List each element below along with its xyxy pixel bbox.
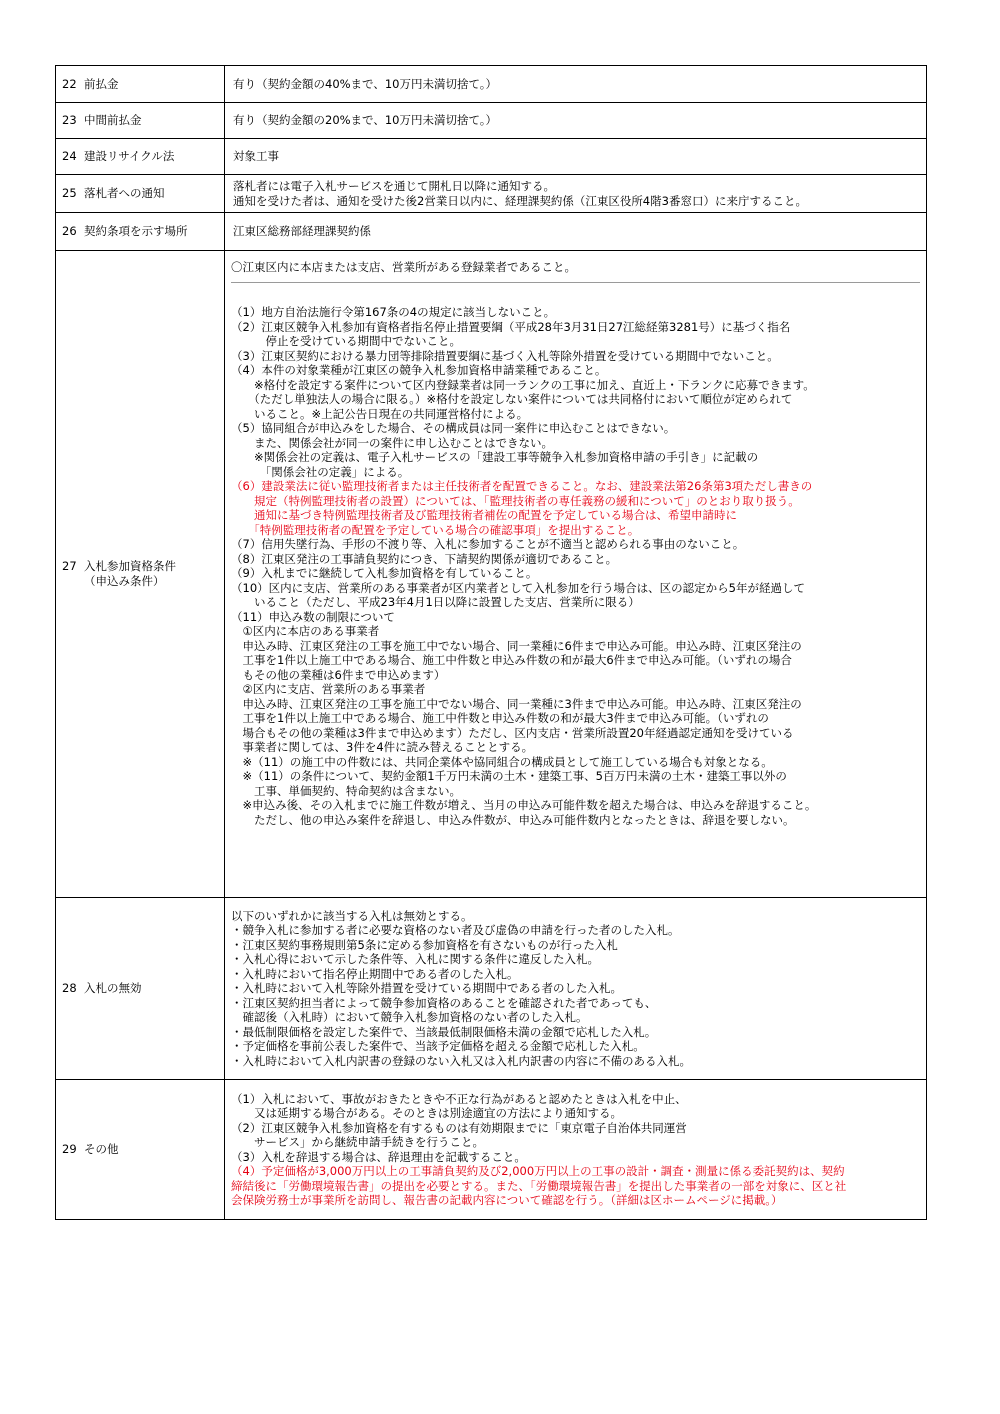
text-line: 「特例監理技術者の配置を予定している場合の確認事項」を提出すること。	[231, 522, 640, 537]
text-line: サービス」から継続申請手続きを行うこと。	[231, 1135, 484, 1149]
text-line: （9）入札までに継続して入札参加資格を有していること。	[231, 566, 538, 580]
text-line: 事業者に関しては、3件を4件に読み替えることとする。	[231, 740, 534, 754]
text-line: 確認後（入札時）において競争入札参加資格のない者のした入札。	[231, 1010, 588, 1025]
text-line: ・入札時において入札内訳書の登録のない入札又は入札内訳書の内容に不備のある入札。	[231, 1053, 691, 1068]
row-value	[225, 1080, 927, 1220]
text-line: （ただし単独法人の場合に限る。）※格付を設定しない案件については共同格付において順位が定められて	[231, 392, 793, 406]
row-label: 28 入札の無効	[56, 898, 225, 1080]
text-line: ※申込み後、その入札までに施工件数が増え、当月の申込み可能件数を超えた場合は、申込みを辞退すること。	[231, 798, 817, 812]
text-line: （7）信用失墜行為、手形の不渡り等、入札に参加することが不適当と認められる事由のないこと。	[231, 537, 745, 551]
text-line: （3）江東区契約における暴力団等排除措置要綱に基づく入札等除外措置を受けている期間中でないこと。	[231, 348, 779, 363]
text-line: ①区内に本店のある事業者	[231, 624, 380, 638]
row-label: 26 契約条項を示す場所	[56, 213, 225, 251]
text-line: ・入札時において指名停止期間中である者のした入札。	[231, 966, 519, 981]
text-line: 又は延期する場合がある。そのときは別途適宜の方法により通知する。	[231, 1106, 622, 1120]
row-label: 29 その他	[56, 1080, 225, 1220]
text-line: いること（ただし、平成23年4月1日以降に設置した支店、営業所に限る）	[231, 595, 640, 609]
table-row	[56, 139, 927, 175]
text-line: いること。※上記公告日現在の共同運営格付による。	[231, 406, 529, 421]
row-value	[225, 251, 927, 898]
table-row	[56, 103, 927, 139]
text-line: 工事、単価契約、特命契約は含まない。	[231, 783, 461, 798]
text-line: （1）地方自治法施行令第167条の4の規定に該当しないこと。	[231, 305, 556, 319]
text-line: ②区内に支店、営業所のある事業者	[231, 682, 426, 696]
row-value: 有り（契約金額の40%まで、10万円未満切捨て。）	[225, 66, 927, 103]
text-line: 場合もその他の業種は3件まで申込めます）ただし、区内支店・営業所設置20年経過認定通知を受けている	[231, 725, 794, 740]
text-line: ※（11）の条件について、契約金額1千万円未満の土木・建築工事、5百万円未満の土木・建築工事以外の	[231, 769, 787, 783]
text-line: ・競争入札に参加する者に必要な資格のない者及び虚偽の申請を行った者のした入札。	[231, 923, 680, 938]
document-table	[55, 65, 927, 1220]
text-line: （2）江東区競争入札参加資格を有するものは有効期限までに「東京電子自治体共同運営	[231, 1120, 687, 1135]
row-value	[225, 898, 927, 1080]
text-line: ・江東区契約事務規則第5条に定める参加資格を有さないものが行った入札	[231, 937, 618, 952]
text-line: ・予定価格を事前公表した案件で、当該予定価格を超える金額で応札した入札。	[231, 1039, 645, 1054]
other-notes-list	[231, 1092, 920, 1208]
text-line: （4）予定価格が3,000万円以上の工事請負契約及び2,000万円以上の工事の設計・調査・測量に係る委託契約は、契約	[231, 1164, 845, 1178]
table-row-27	[56, 251, 927, 898]
table-row	[56, 175, 927, 213]
text-line: （3）入札を辞退する場合は、辞退理由を記載すること。	[231, 1149, 526, 1164]
text-line: 以下のいずれかに該当する入札は無効とする。	[231, 908, 473, 923]
text-line: （8）江東区発注の工事請負契約につき、下請契約関係が適切であること。	[231, 551, 618, 566]
text-line: 工事を1件以上施工中である場合、施工中件数と申込み件数の和が最大6件まで申込み可能。（いずれの場合	[231, 653, 792, 667]
text-line: ・入札時において入札等除外措置を受けている期間中である者のした入札。	[231, 981, 622, 996]
table-row-29	[56, 1080, 927, 1220]
table-row	[56, 213, 927, 251]
text-line: ・最低制限価格を設定した案件で、当該最低制限価格未満の金額で応札した入札。	[231, 1024, 657, 1039]
text-line: 「関係会社の定義」による。	[231, 464, 410, 479]
table-row-28	[56, 898, 927, 1080]
row-label: 22 前払金	[56, 66, 225, 103]
row-label: 24 建設リサイクル法	[56, 139, 225, 175]
text-line: 締結後に「労働環境報告書」の提出を必要とする。また、「労働環境報告書」を提出した事業者の一部を対象に、区と社	[231, 1178, 847, 1193]
text-line: もその他の業種は6件まで申込めます）	[231, 667, 446, 682]
row-label: 23 中間前払金	[56, 103, 225, 139]
text-line: ※格付を設定する案件について区内登録業者は同一ランクの工事に加え、直近上・下ランクに応募できます。	[231, 377, 815, 392]
text-line: 工事を1件以上施工中である場合、施工中件数と申込み件数の和が最大3件まで申込み可能。（いずれの	[231, 711, 769, 725]
text-line: 規定（特例監理技術者の設置）については、「監理技術者の専任義務の緩和について」のとおり取り扱う。	[231, 493, 800, 508]
text-line: 申込み時、江東区発注の工事を施工中でない場合、同一業種に3件まで申込み可能。申込み時、江東区発注の	[231, 696, 802, 711]
row-value: 江東区総務部経理課契約係	[225, 213, 927, 251]
table-row	[56, 66, 927, 103]
text-line: （2）江東区競争入札参加有資格者指名停止措置要綱（平成28年3月31日27江総経第3281号）に基づく指名	[231, 319, 791, 334]
row-value: 落札者には電子入札サービスを通じて開札日以降に通知する。 通知を受けた者は、通知を受けた後2営業日以内に、経理課契約係（江東区役所4階3番窓口）に来庁すること。	[225, 175, 927, 213]
text-line: 停止を受けている期間中でないこと。	[231, 334, 461, 348]
row-label: 25 落札者への通知	[56, 175, 225, 213]
text-line: ・入札心得において示した条件等、入札に関する条件に違反した入札。	[231, 952, 599, 967]
text-line: （1）入札において、事故がおきたときや不正な行為があると認めたときは入札を中止、	[231, 1091, 687, 1106]
local-requirement: 〇江東区内に本店または支店、営業所がある登録業者であること。	[231, 251, 920, 283]
row-value: 有り（契約金額の20%まで、10万円未満切捨て。）	[225, 103, 927, 139]
text-line: 会保険労務士が事業所を訪問し、報告書の記載内容について確認を行う。（詳細は区ホームページに掲載。）	[231, 1193, 783, 1207]
text-line: 通知に基づき特例監理技術者及び監理技術者補佐の配置を予定している場合は、希望申請時に	[231, 508, 737, 522]
text-line: （11）申込み数の制限について	[231, 609, 395, 624]
text-line: 申込み時、江東区発注の工事を施工中でない場合、同一業種に6件まで申込み可能。申込み時、江東区発注の	[231, 638, 802, 653]
text-line: （6）建設業法に従い監理技術者または主任技術者を配置できること。なお、建設業法第26条第3項ただし書きの	[231, 479, 813, 493]
row-label: 27 入札参加資格条件 （申込み条件）	[56, 251, 225, 898]
invalid-bid-list	[231, 909, 920, 1069]
row-value: 対象工事	[225, 139, 927, 175]
text-line: ※（11）の施工中の件数には、共同企業体や協同組合の構成員として施工している場合も対象となる。	[231, 754, 773, 769]
text-line: ※関係会社の定義は、電子入札サービスの「建設工事等競争入札参加資格申請の手引き」に記載の	[231, 450, 759, 464]
text-line: （5）協同組合が申込みをした場合、その構成員は同一案件に申込むことはできない。	[231, 421, 676, 435]
text-line: （4）本件の対象業種が江東区の競争入札参加資格申請業種であること。	[231, 363, 607, 377]
text-line: また、関係会社が同一の案件に申し込むことはできない。	[231, 435, 553, 450]
text-line: ただし、他の申込み案件を辞退し、申込み件数が、申込み可能件数内となったときは、辞退を要しない。	[231, 812, 795, 827]
requirements-list	[231, 305, 920, 827]
text-line: （10）区内に支店、営業所のある事業者が区内業者として入札参加を行う場合は、区の認定から5年が経過して	[231, 580, 805, 595]
text-line: ・江東区契約担当者によって競争参加資格のあることを確認された者であっても、	[231, 995, 657, 1010]
